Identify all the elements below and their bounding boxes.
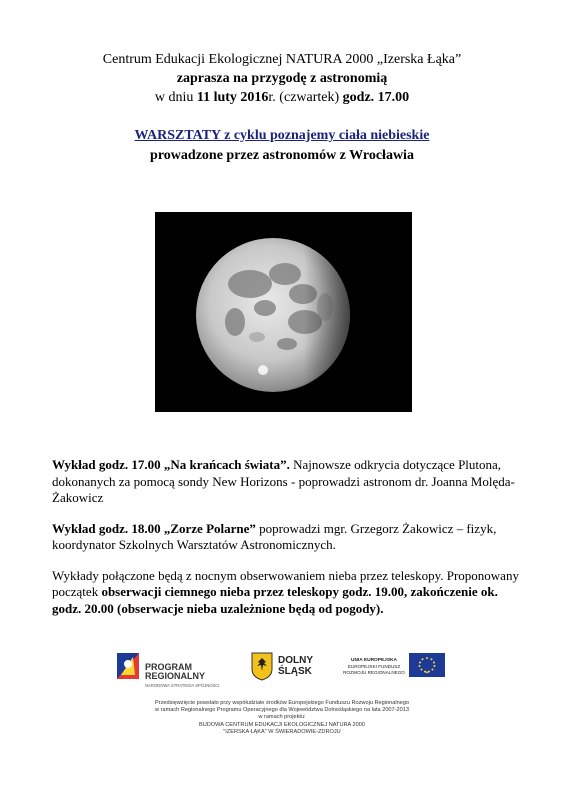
eu-logo: UNIA EUROPEJSKA EUROPEJSKI FUNDUSZ ROZWOJU REGIONALNEGO: [343, 651, 447, 687]
eu-flag-icon: [409, 653, 445, 677]
invitation-header: [0, 50, 564, 107]
date-line: w dniu 11 luty 2016r. (czwartek) godz. 17.00: [154, 90, 410, 105]
sponsor-logos: [115, 641, 445, 691]
eagle-crest-icon: [250, 651, 274, 681]
organizer-line: Centrum Edukacji Ekologicznej NATURA 2000 „Izerska Łąka”: [102, 52, 462, 67]
event-description: [52, 457, 522, 631]
presenters-line: prowadzone przez astronomów z Wrocławia: [150, 148, 414, 163]
program-regionalny-logo: PROGRAM REGIONALNY NARODOWA STRATEGIA SPÓJNOŚCI: [115, 649, 235, 689]
lecture-1: Wykład godz. 17.00 „Na krańcach świata”. Najnowsze odkrycia dotyczące Plutona, dokonanych za pomocą sondy New Horizons - poprowadzi astronom dr. Joanna Molęda-Żakowicz: [52, 457, 515, 505]
dolny-slask-logo: DOLNY ŚLĄSK: [250, 651, 330, 687]
invitation-line: zaprasza na przygodę z astronomią: [176, 71, 388, 86]
moon-photo: [155, 212, 412, 412]
funding-footer: Przedsięwzięcie powstało przy współudziale środków Europejskiego Funduszu Rozwoju Regionalnego w ramach Regionalnego Programu Operacyjnego dla Województwa Dolnośląskiego na lata 2007-2013 w ramach projektu: BUDOWA CENTRUM EDUKACJI EKOLOGICZNEJ NATURA 2000 "IZERSKA ŁĄKA" W ŚWIERADOWIE-ZDROJU: [154, 700, 410, 735]
workshop-link[interactable]: WARSZTATY z cyklu poznajemy ciała niebieskie: [134, 128, 430, 143]
observation-info: Wykłady połączone będą z nocnym obserwowaniem nieba przez teleskopy. Proponowany początek obserwacji ciemnego nieba przez teleskopy godz. 19.00, zakończenie ok. godz. 20.00 (obserwacje nieba uzależnione będą od pogody).: [52, 567, 519, 616]
workshop-title: [0, 126, 564, 166]
lecture-2: Wykład godz. 18.00 „Zorze Polarne” poprowadzi mgr. Grzegorz Żakowicz – fizyk, koordynator Szkolnych Warsztatów Astronomicznych.: [52, 520, 497, 552]
program-regionalny-icon: [115, 651, 143, 685]
